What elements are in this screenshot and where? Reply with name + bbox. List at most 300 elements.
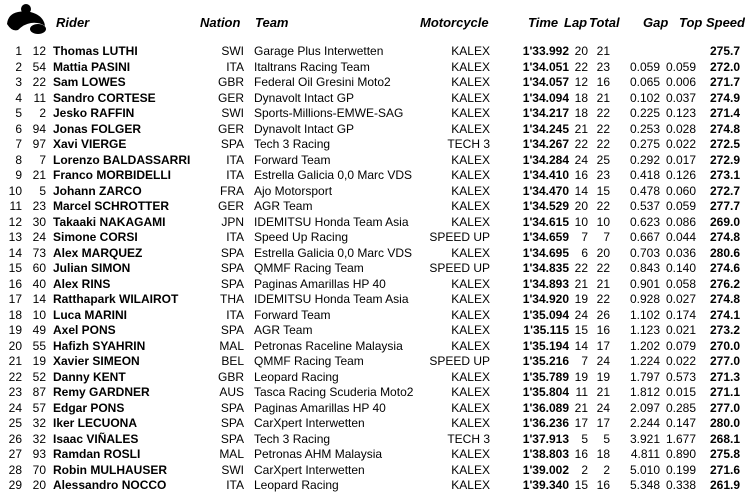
team: Dynavolt Intact GP — [254, 90, 355, 105]
rider-number: 10 — [32, 307, 46, 322]
gap-to-previous: 0.079 — [665, 338, 696, 353]
best-lap: 19 — [574, 369, 588, 384]
position: 10 — [8, 183, 22, 198]
motorcycle: KALEX — [451, 323, 490, 337]
nation: GBR — [217, 75, 244, 89]
rider-name: Luca MARINI — [53, 307, 128, 322]
lap-time: 1'34.057 — [522, 75, 569, 89]
lap-time: 1'37.913 — [522, 431, 569, 446]
rider-number: 19 — [32, 354, 46, 368]
team: Italtrans Racing Team — [254, 59, 370, 74]
table-row — [0, 323, 745, 339]
total-laps: 5 — [603, 431, 610, 446]
rider-name: Jonas FOLGER — [53, 121, 142, 136]
rider-name: Edgar PONS — [53, 400, 125, 415]
gap-to-previous: 0.174 — [665, 307, 696, 322]
table-row — [0, 432, 745, 448]
table-row — [0, 292, 745, 308]
nation: SPA — [220, 400, 244, 415]
gap-to-first: 0.667 — [629, 230, 660, 244]
table-row — [0, 416, 745, 432]
lap-time: 1'35.194 — [522, 338, 569, 353]
gap-to-previous: 0.058 — [665, 276, 696, 291]
table-row — [0, 385, 745, 401]
position: 9 — [15, 168, 22, 182]
gap-to-first: 0.102 — [629, 90, 660, 105]
gap-to-first: 5.348 — [629, 478, 660, 492]
best-lap: 14 — [574, 183, 588, 198]
rider-name: Iker LECUONA — [53, 416, 138, 430]
rider-number: 32 — [32, 416, 46, 430]
total-laps: 22 — [596, 292, 610, 306]
rider-number: 73 — [32, 245, 46, 260]
best-lap: 5 — [581, 431, 588, 446]
team: Paginas Amarillas HP 40 — [254, 400, 386, 415]
motorcycle: KALEX — [451, 214, 490, 229]
nation: SPA — [220, 416, 244, 430]
table-row — [0, 91, 745, 107]
gap-to-first: 1.202 — [629, 338, 660, 353]
rider-name: Axel PONS — [53, 323, 116, 337]
position: 16 — [8, 276, 22, 291]
team: Forward Team — [254, 152, 331, 167]
lap-time: 1'34.529 — [522, 199, 569, 213]
nation: SPA — [220, 431, 244, 446]
best-lap: 7 — [581, 230, 588, 244]
nation: ITA — [226, 307, 244, 322]
gap-to-first: 3.921 — [629, 431, 660, 446]
team: Sports-Millions-EMWE-SAG — [254, 106, 404, 120]
rider-number: 54 — [32, 59, 46, 74]
total-laps: 22 — [596, 137, 610, 151]
rider-number: 7 — [39, 152, 46, 167]
gap-to-previous: 0.123 — [665, 106, 696, 120]
top-speed: 274.8 — [709, 292, 740, 306]
gap-to-previous: 0.890 — [665, 447, 696, 461]
lap-time: 1'34.245 — [522, 121, 569, 136]
lap-time: 1'35.804 — [522, 385, 569, 399]
top-speed: 271.4 — [709, 106, 740, 120]
team: QMMF Racing Team — [254, 261, 364, 275]
rider-number: 5 — [39, 183, 46, 198]
best-lap: 22 — [574, 137, 588, 151]
top-speed: 271.3 — [709, 369, 740, 384]
table-row — [0, 60, 745, 76]
top-speed: 268.1 — [709, 431, 740, 446]
best-lap: 21 — [574, 121, 588, 136]
table-row — [0, 184, 745, 200]
lap-time: 1'34.470 — [522, 183, 569, 198]
nation: SWI — [221, 462, 244, 477]
team: CarXpert Interwetten — [254, 416, 365, 430]
lap-time: 1'34.659 — [522, 230, 569, 244]
gap-to-first: 5.010 — [629, 462, 660, 477]
team: CarXpert Interwetten — [254, 462, 365, 477]
gap-to-first: 1.102 — [629, 307, 660, 322]
team: AGR Team — [254, 323, 313, 337]
motorcycle: KALEX — [451, 44, 490, 58]
total-laps: 17 — [596, 338, 610, 353]
total-laps: 23 — [596, 59, 610, 74]
position: 3 — [15, 75, 22, 89]
table-header — [0, 0, 745, 42]
best-lap: 15 — [574, 323, 588, 337]
best-lap: 20 — [574, 199, 588, 213]
nation: ITA — [226, 152, 244, 167]
gap-to-first: 2.244 — [629, 416, 660, 430]
best-lap: 22 — [574, 261, 588, 275]
table-row — [0, 199, 745, 215]
position: 4 — [15, 90, 22, 105]
top-speed: 274.9 — [709, 90, 740, 105]
position: 27 — [8, 447, 22, 461]
nation: ITA — [226, 59, 244, 74]
total-laps: 22 — [596, 121, 610, 136]
table-row — [0, 168, 745, 184]
top-speed: 274.8 — [709, 230, 740, 244]
top-speed: 273.2 — [709, 323, 740, 337]
motorcycle: KALEX — [451, 152, 490, 167]
best-lap: 21 — [574, 276, 588, 291]
nation: SWI — [221, 106, 244, 120]
position: 19 — [8, 323, 22, 337]
table-row — [0, 44, 745, 60]
header-lap: Lap — [564, 15, 588, 30]
position: 14 — [8, 245, 22, 260]
total-laps: 26 — [596, 307, 610, 322]
table-row — [0, 277, 745, 293]
nation: ITA — [226, 478, 244, 492]
nation: SPA — [220, 276, 244, 291]
total-laps: 21 — [596, 44, 610, 58]
gap-to-previous: 0.015 — [665, 385, 696, 399]
rider-name: Johann ZARCO — [53, 183, 142, 198]
lap-time: 1'35.094 — [522, 307, 569, 322]
gap-to-first: 1.812 — [629, 385, 660, 399]
lap-time: 1'35.789 — [522, 369, 569, 384]
rider-name: Takaaki NAKAGAMI — [53, 214, 166, 229]
lap-time: 1'35.216 — [522, 354, 569, 368]
gap-to-previous: 0.060 — [665, 183, 696, 198]
motorcycle: KALEX — [451, 338, 490, 353]
position: 15 — [8, 261, 22, 275]
lap-time: 1'33.992 — [522, 44, 569, 58]
rider-name: Isaac VIÑALES — [53, 431, 139, 446]
top-speed: 270.0 — [709, 338, 740, 353]
position: 18 — [8, 307, 22, 322]
best-lap: 21 — [574, 400, 588, 415]
table-row — [0, 230, 745, 246]
gap-to-first: 0.292 — [629, 152, 660, 167]
best-lap: 2 — [581, 462, 588, 477]
best-lap: 20 — [574, 44, 588, 58]
position: 21 — [8, 354, 22, 368]
gap-to-previous: 0.021 — [665, 323, 696, 337]
rider-number: 21 — [32, 168, 46, 182]
total-laps: 25 — [596, 152, 610, 167]
motorcycle: TECH 3 — [447, 431, 490, 446]
team: QMMF Racing Team — [254, 354, 364, 368]
top-speed: 271.7 — [709, 75, 740, 89]
rider-name: Lorenzo BALDASSARRI — [53, 152, 191, 167]
lap-time: 1'39.340 — [522, 478, 569, 492]
rider-name: Simone CORSI — [53, 230, 138, 244]
motorcycle: KALEX — [451, 369, 490, 384]
table-row — [0, 153, 745, 169]
rider-name: Franco MORBIDELLI — [53, 168, 172, 182]
nation: ITA — [226, 230, 244, 244]
top-speed: 274.6 — [709, 261, 740, 275]
rider-name: Sandro CORTESE — [53, 90, 156, 105]
rider-number: 20 — [32, 478, 46, 492]
gap-to-previous: 0.028 — [665, 121, 696, 136]
best-lap: 15 — [574, 478, 588, 492]
position: 23 — [8, 385, 22, 399]
gap-to-previous: 0.027 — [665, 292, 696, 306]
total-laps: 22 — [596, 106, 610, 120]
rider-name: Marcel SCHROTTER — [53, 199, 170, 213]
top-speed: 280.0 — [709, 416, 740, 430]
rider-name: Jesko RAFFIN — [53, 106, 135, 120]
header-rider: Rider — [56, 15, 90, 30]
lap-time: 1'34.051 — [522, 59, 569, 74]
motorcycle: SPEED UP — [429, 354, 490, 368]
nation: SPA — [220, 323, 244, 337]
motorcycle: KALEX — [451, 292, 490, 306]
nation: SWI — [221, 44, 244, 58]
motorcycle: SPEED UP — [429, 261, 490, 275]
nation: MAL — [219, 447, 244, 461]
gap-to-previous: 0.338 — [665, 478, 696, 492]
best-lap: 24 — [574, 152, 588, 167]
lap-time: 1'38.803 — [522, 447, 569, 461]
rider-number: 24 — [32, 230, 46, 244]
rider-number: 22 — [32, 75, 46, 89]
rider-number: 30 — [32, 214, 46, 229]
motorcycle: KALEX — [451, 478, 490, 492]
top-speed: 280.6 — [709, 245, 740, 260]
motorcycle: KALEX — [451, 106, 490, 120]
total-laps: 16 — [596, 75, 610, 89]
best-lap: 17 — [574, 416, 588, 430]
table-row — [0, 478, 745, 494]
gap-to-previous: 0.059 — [665, 59, 696, 74]
table-row — [0, 75, 745, 91]
lap-time: 1'34.410 — [522, 168, 569, 182]
top-speed: 274.1 — [709, 307, 740, 322]
rider-number: 93 — [32, 447, 46, 461]
rider-number: 23 — [32, 199, 46, 213]
gap-to-previous: 0.126 — [665, 168, 696, 182]
position: 29 — [8, 478, 22, 492]
best-lap: 7 — [581, 354, 588, 368]
position: 13 — [8, 230, 22, 244]
table-row — [0, 261, 745, 277]
nation: GBR — [217, 369, 244, 384]
top-speed: 272.0 — [709, 59, 740, 74]
position: 12 — [8, 214, 22, 229]
rider-name: Xavi VIERGE — [53, 137, 127, 151]
rider-name: Mattia PASINI — [53, 59, 131, 74]
rider-name: Sam LOWES — [53, 75, 126, 89]
table-row — [0, 106, 745, 122]
motorcycle: KALEX — [451, 385, 490, 399]
gap-to-first: 1.797 — [629, 369, 660, 384]
table-row — [0, 447, 745, 463]
team: Petronas Raceline Malaysia — [254, 338, 403, 353]
table-row — [0, 215, 745, 231]
rider-number: 97 — [32, 137, 46, 151]
team: Dynavolt Intact GP — [254, 121, 355, 136]
motorcycle: KALEX — [451, 183, 490, 198]
top-speed: 275.7 — [709, 44, 740, 58]
nation: MAL — [219, 338, 244, 353]
gap-to-previous: 0.044 — [665, 230, 696, 244]
rider-number: 32 — [32, 431, 46, 446]
gap-to-first: 0.928 — [629, 292, 660, 306]
motorcycle: KALEX — [451, 400, 490, 415]
best-lap: 16 — [574, 168, 588, 182]
table-row — [0, 122, 745, 138]
gap-to-first: 0.843 — [629, 261, 660, 275]
lap-time: 1'34.835 — [522, 261, 569, 275]
table-row — [0, 370, 745, 386]
rider-number: 52 — [32, 369, 46, 384]
best-lap: 24 — [574, 307, 588, 322]
gap-to-first: 4.811 — [630, 447, 660, 461]
position: 22 — [8, 369, 22, 384]
team: Estrella Galicia 0,0 Marc VDS — [254, 168, 413, 182]
rider-number: 57 — [32, 400, 46, 415]
gap-to-previous: 0.059 — [665, 199, 696, 213]
rider-number: 70 — [32, 462, 46, 477]
lap-time: 1'34.267 — [522, 137, 569, 151]
table-row — [0, 401, 745, 417]
gap-to-previous: 0.017 — [665, 152, 696, 167]
total-laps: 19 — [596, 369, 610, 384]
position: 17 — [8, 292, 22, 306]
team: Paginas Amarillas HP 40 — [254, 276, 386, 291]
motorcycle: KALEX — [451, 276, 490, 291]
rider-name: Robin MULHAUSER — [53, 462, 167, 477]
nation: THA — [220, 292, 244, 306]
gap-to-previous: 0.006 — [665, 75, 696, 89]
rider-number: 94 — [32, 121, 46, 136]
position: 25 — [8, 416, 22, 430]
position: 28 — [8, 462, 22, 477]
top-speed: 271.1 — [709, 385, 740, 399]
team: IDEMITSU Honda Team Asia — [254, 214, 409, 229]
gap-to-first: 2.097 — [629, 400, 660, 415]
team: IDEMITSU Honda Team Asia — [254, 292, 409, 306]
team: Speed Up Racing — [254, 230, 349, 244]
gap-to-first: 0.275 — [629, 137, 660, 151]
rider-number: 11 — [33, 90, 46, 105]
total-laps: 21 — [596, 276, 610, 291]
total-laps: 17 — [596, 416, 610, 430]
nation: FRA — [220, 183, 244, 198]
header-team: Team — [255, 15, 289, 30]
rider-number: 49 — [32, 323, 46, 337]
table-row — [0, 354, 745, 370]
motorcycle: KALEX — [451, 75, 490, 89]
header-total: Total — [589, 15, 620, 30]
top-speed: 277.7 — [709, 199, 740, 213]
gap-to-first: 0.901 — [629, 276, 660, 291]
position: 5 — [15, 106, 22, 120]
total-laps: 24 — [596, 400, 610, 415]
rider-name: Ramdan ROSLI — [53, 447, 141, 461]
gap-to-first: 0.478 — [629, 183, 660, 198]
team: Garage Plus Interwetten — [254, 44, 384, 58]
total-laps: 7 — [603, 230, 610, 244]
rider-number: 60 — [32, 261, 46, 275]
motorcycle: TECH 3 — [447, 137, 490, 151]
lap-time: 1'34.217 — [522, 106, 569, 120]
nation: AUS — [219, 385, 244, 399]
total-laps: 24 — [596, 354, 610, 368]
best-lap: 19 — [574, 292, 588, 306]
rider-name: Danny KENT — [53, 369, 126, 384]
best-lap: 10 — [574, 214, 588, 229]
gap-to-first: 0.703 — [629, 245, 660, 260]
position: 7 — [15, 137, 22, 151]
team: Tasca Racing Scuderia Moto2 — [254, 385, 414, 399]
top-speed: 276.2 — [709, 276, 740, 291]
total-laps: 15 — [596, 183, 610, 198]
motorcycle-rider-icon — [4, 2, 48, 38]
best-lap: 22 — [574, 59, 588, 74]
gap-to-first: 0.418 — [629, 168, 660, 182]
best-lap: 18 — [574, 106, 588, 120]
motorcycle: SPEED UP — [429, 230, 490, 244]
team: AGR Team — [254, 199, 313, 213]
nation: ITA — [226, 168, 244, 182]
motorcycle: KALEX — [451, 307, 490, 322]
gap-to-first: 0.225 — [629, 106, 660, 120]
rider-number: 87 — [32, 385, 46, 399]
team: Federal Oil Gresini Moto2 — [254, 75, 391, 89]
rider-name: Hafizh SYAHRIN — [53, 338, 146, 353]
top-speed: 277.0 — [709, 354, 740, 368]
table-row — [0, 246, 745, 262]
best-lap: 11 — [575, 385, 588, 399]
total-laps: 23 — [596, 168, 610, 182]
motorcycle: KALEX — [451, 199, 490, 213]
top-speed: 272.5 — [709, 137, 740, 151]
position: 20 — [8, 338, 22, 353]
nation: BEL — [221, 354, 244, 368]
team: Petronas AHM Malaysia — [254, 447, 383, 461]
total-laps: 16 — [596, 478, 610, 492]
lap-time: 1'34.094 — [522, 90, 569, 105]
position: 11 — [9, 199, 22, 213]
total-laps: 21 — [596, 90, 610, 105]
position: 2 — [15, 59, 22, 74]
motorcycle: KALEX — [451, 416, 490, 430]
gap-to-previous: 0.147 — [665, 416, 696, 430]
gap-to-previous: 0.036 — [665, 245, 696, 260]
best-lap: 12 — [574, 75, 588, 89]
total-laps: 22 — [596, 199, 610, 213]
lap-time: 1'34.284 — [522, 152, 569, 167]
top-speed: 273.1 — [709, 168, 740, 182]
motorcycle: KALEX — [451, 245, 490, 260]
rider-name: Julian SIMON — [53, 261, 131, 275]
best-lap: 6 — [581, 245, 588, 260]
nation: GER — [217, 199, 244, 213]
best-lap: 16 — [574, 447, 588, 461]
